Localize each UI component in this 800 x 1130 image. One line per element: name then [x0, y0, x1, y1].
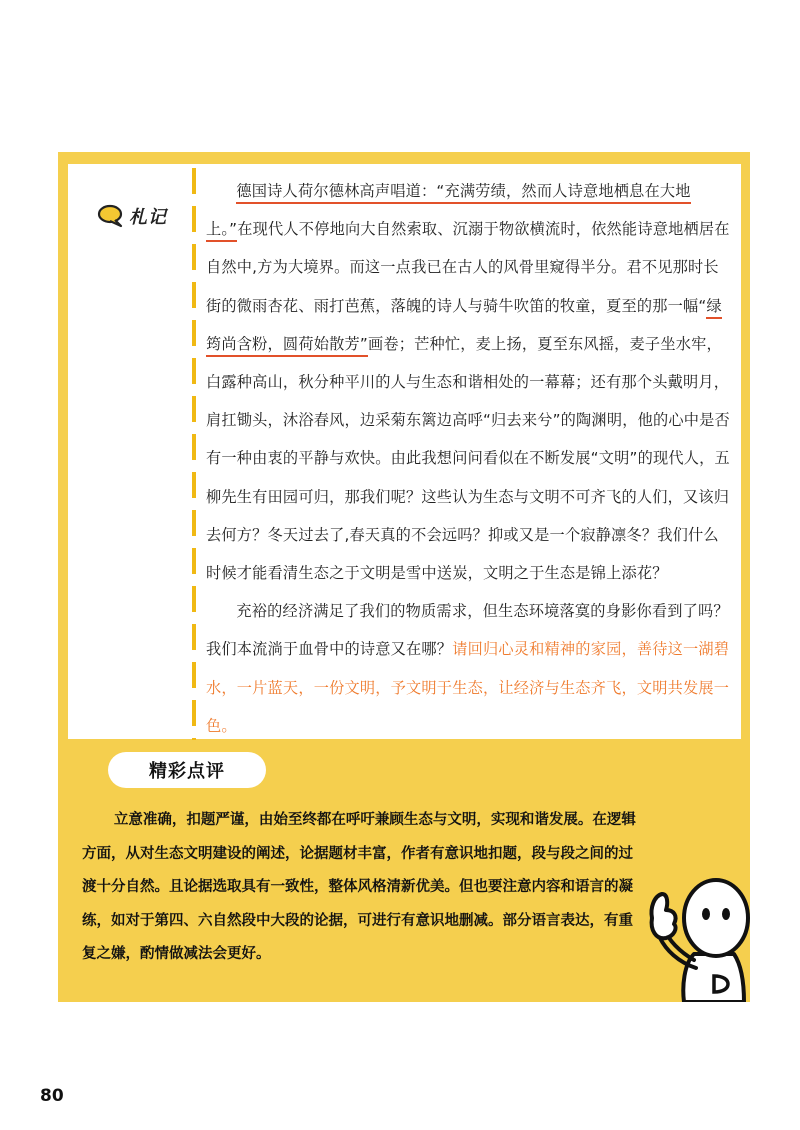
notes-label: 札记 — [129, 207, 167, 228]
notes-tag — [96, 203, 176, 229]
page-number: 80 — [40, 1086, 64, 1106]
essay-paragraph-2 — [206, 592, 732, 745]
highlighted-conclusion: 请回归心灵和精神的家园，善待这一湖碧水，一片蓝天，一份文明，予文明于生态，让经济与生态齐飞，文明共发展一色。 — [206, 640, 730, 735]
speech-bubble-icon — [96, 204, 126, 228]
thumbs-up-character-icon — [644, 868, 750, 1002]
dashed-divider — [192, 168, 196, 740]
poem-underlined: 绿筠尚含粉，圆荷始散芳” — [206, 297, 722, 357]
quote-underlined: 德国诗人荷尔德林高声唱道：“充满劳绩，然而人诗意地栖息在大地上。” — [206, 182, 691, 242]
essay-text: 画卷；芒种忙，麦上扬，夏至东风摇，麦子坐水牢，白露种高山，秋分种平川的人与生态和谐相处的一幕幕；还有那个头戴明月，肩扛锄头，沐浴春风，边采菊东篱边高呼“归去来兮”的陶渊明，他的心中是否有一种由衷的平静与欢快。由此我想问问看似在不断发展“文明”的现代人，五柳先生有田园可归，那我们呢？这些认为生态与文明不可齐飞的人们，又该归去何方？冬天过去了,春天真的不会远吗？抑或又是一个寂静凛冬？我们什么时候才能看清生态之于文明是雪中送炭，文明之于生态是锦上添花？ — [206, 334, 730, 583]
essay-text: 充裕的经济满足了我们的物质需求，但生态环境落寞的身影你看到了吗？我们本流淌于血骨中的诗意又在哪？ — [206, 602, 729, 659]
review-body — [82, 804, 642, 972]
essay-body — [206, 172, 732, 745]
review-text: 立意准确，扣题严谨，由始至终都在呼吁兼顾生态与文明，实现和谐发展。在逻辑方面，从对生态文明建设的阐述，论据题材丰富，作者有意识地扣题，段与段之间的过渡十分自然。且论据选取具有一致性，整体风格清新优美。但也要注意内容和语言的凝练，如对于第四、六自然段中大段的论据，可进行有意识地删减。部分语言表达，有重复之嫌，酌情做减法会更好。 — [82, 812, 636, 962]
review-title: 精彩点评 — [108, 752, 266, 788]
essay-text: 在现代人不停地向大自然索取、沉溺于物欲横流时，依然能诗意地栖居在自然中,方为大境界。而这一点我已在古人的风骨里窥得半分。君不见那时长街的微雨杏花、雨打芭蕉，落魄的诗人与骑牛吹笛的牧童，夏至的那一幅“ — [206, 220, 730, 315]
essay-paragraph-1 — [206, 172, 732, 592]
